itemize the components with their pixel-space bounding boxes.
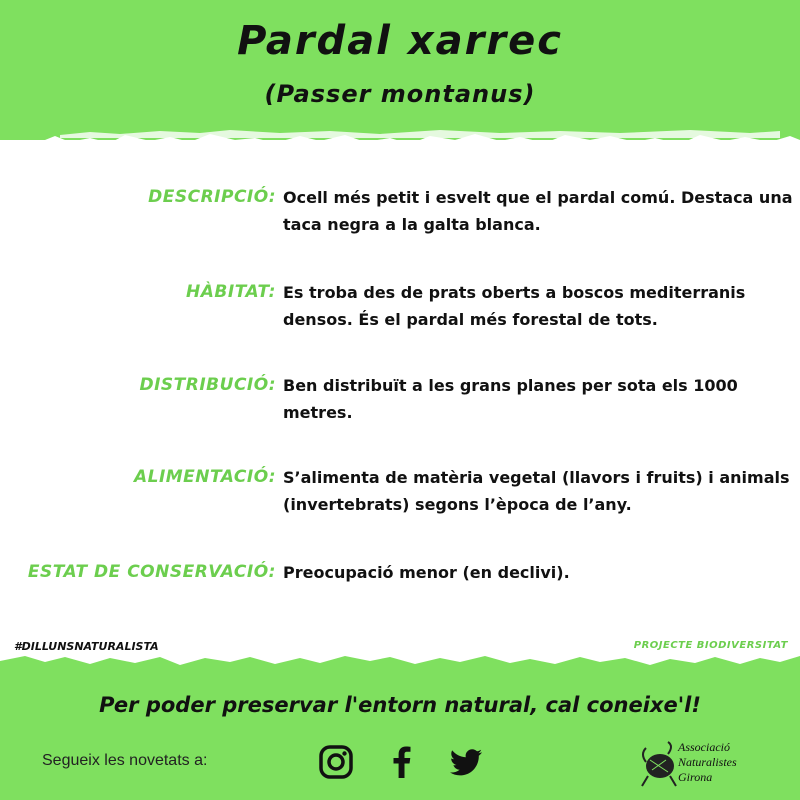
- field-label: ALIMENTACIÓ:: [133, 467, 276, 487]
- field-label: DESCRIPCIÓ:: [148, 187, 276, 207]
- field-label: DISTRIBUCIÓ:: [139, 375, 276, 395]
- page-title: Pardal xarrec: [237, 18, 563, 64]
- slogan: Per poder preservar l'entorn natural, cal coneixe'l!: [99, 693, 701, 717]
- field-value: Ben distribuït a les grans planes per sota els 1000 metres.: [283, 376, 738, 422]
- field-value: Preocupació menor (en declivi).: [283, 563, 570, 582]
- hashtag: #DILLUNSNATURALISTA: [14, 640, 159, 653]
- facebook-icon[interactable]: [384, 744, 420, 780]
- logo-line-1: Associació: [678, 740, 730, 754]
- twitter-icon[interactable]: [448, 744, 484, 780]
- logo-line-2: Naturalistes: [678, 755, 737, 769]
- follow-label: Segueix les novetats a:: [42, 752, 208, 769]
- field-label: ESTAT DE CONSERVACIÓ:: [27, 562, 276, 582]
- field-value: S’alimenta de matèria vegetal (llavors i fruits) i animals (invertebrats) segons l’època de l’any.: [283, 468, 790, 514]
- instagram-icon[interactable]: [318, 744, 354, 780]
- field-value: Ocell més petit i esvelt que el pardal comú. Destaca una taca negra a la galta blanca.: [283, 188, 793, 234]
- frog-logo-icon: [638, 740, 678, 790]
- scientific-name: (Passer montanus): [264, 80, 536, 108]
- association-logo: [638, 738, 768, 790]
- torn-edge-top: [0, 118, 800, 158]
- field-label: HÀBITAT:: [186, 282, 276, 302]
- field-value: Es troba des de prats oberts a boscos mediterranis densos. És el pardal més forestal de tots.: [283, 283, 746, 329]
- logo-line-3: Girona: [678, 770, 713, 784]
- project-name: PROJECTE BIODIVERSITAT: [633, 640, 788, 651]
